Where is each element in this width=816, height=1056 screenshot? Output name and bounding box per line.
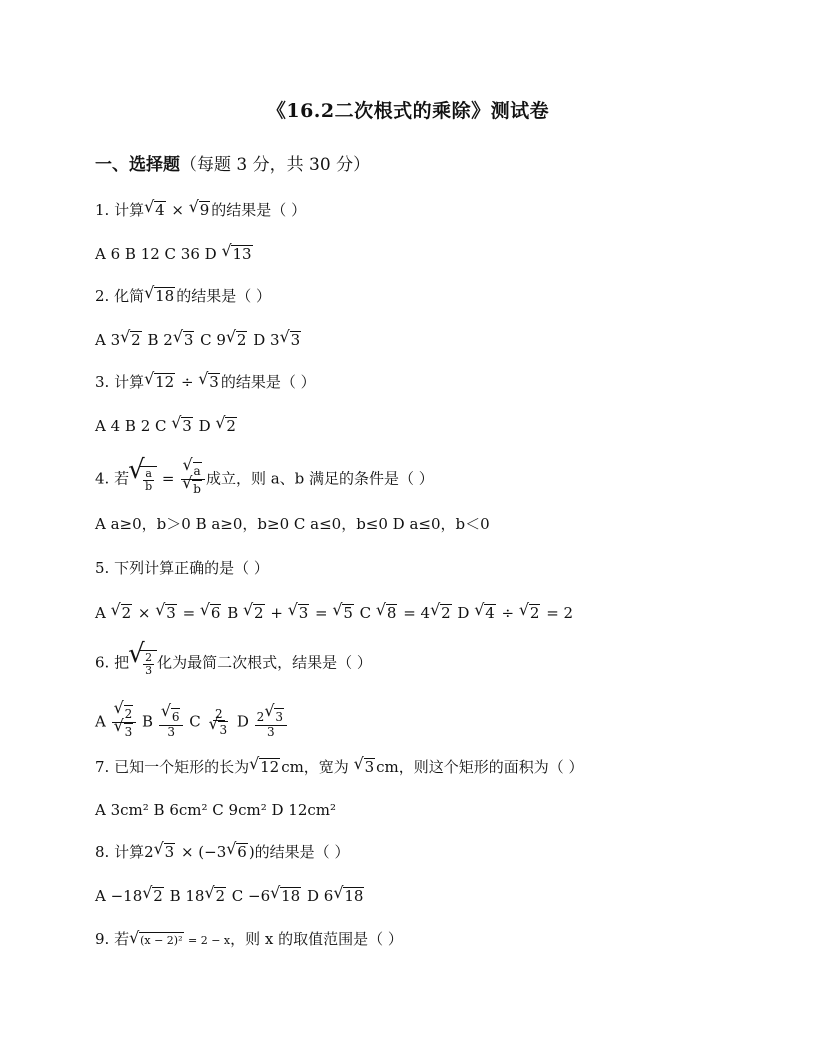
section-heading — [95, 150, 370, 175]
question-4: 4. 若 √ $\frac{a}{b}$ = √ a √ b 成立，则 a、b 满足的条件是（ ） — [95, 462, 434, 497]
question-stem: 3. 计算 — [95, 373, 145, 391]
section-title: 一、选择题 — [95, 155, 180, 175]
options-4: A a≥0，b＞0 B a≥0，b≥0 C a≤0，b≤0 D a≤0，b＜0 — [95, 515, 490, 533]
question-stem: 2. 化简 — [95, 287, 145, 305]
question-stem-end: 的结果是（ ） — [211, 201, 307, 219]
question-5: 5. 下列计算正确的是（ ） — [95, 559, 269, 577]
question-stem: 4. 若 — [95, 469, 130, 488]
question-stem: 6. 把 — [95, 653, 130, 672]
options-2: A 3√ 2 B 2√ 3 C 9√ 2 D 3√ 3 — [95, 330, 302, 350]
question-9: 9. 若√ (x − 2)² = 2 − x，则 x 的取值范围是（ ） — [95, 929, 403, 951]
page-title: 《16.2二次根式的乘除》测试卷 — [266, 100, 550, 122]
question-expression: √ 4 × √ 9 — [144, 201, 211, 219]
question-stem: 8. 计算 — [95, 843, 145, 861]
options-8: A −18√ 2 B 18√ 2 C −6√ 18 D 6√ 18 — [95, 886, 365, 906]
options-5: A √ 2 × √ 3 = √ 6 B √ 2 + √ 3 = √ 5 C √ 8 = 4√ 2 D √ 4 ÷ √ 2 = 2 — [95, 603, 573, 623]
question-8: 8. 计算2√ 3 × (−3√ 6 )的结果是（ ） — [95, 842, 349, 862]
question-stem-end: ，则 x 的取值范围是（ ） — [230, 930, 403, 948]
options-7: A 3cm² B 6cm² C 9cm² D 12cm² — [95, 801, 337, 819]
question-stem-end: 成立，则 a、b 满足的条件是（ ） — [205, 469, 434, 488]
question-6: 6. 把 √ $\frac{2}{3}$ 化为最简二次根式，结果是（ ） — [95, 650, 372, 677]
question-stem: 9. 若 — [95, 930, 130, 948]
question-1 — [95, 200, 306, 220]
question-stem: 7. 已知一个矩形的长为 — [95, 758, 250, 776]
question-stem-end: 化为最简二次根式，结果是（ ） — [157, 653, 372, 672]
section-note: （每题 3 分，共 30 分） — [180, 155, 371, 175]
question-stem-end: 的结果是（ ） — [220, 373, 316, 391]
question-stem-end: 的结果是（ ） — [176, 287, 271, 305]
question-stem: 1. 计算 — [95, 201, 145, 219]
options-3: A 4 B 2 C √ 3 D √ 2 — [95, 416, 238, 436]
question-7: 7. 已知一个矩形的长为√ 12 cm，宽为 √ 3 cm，则这个矩形的面积为（ ） — [95, 757, 584, 777]
options-6: A √ 2 √ 3 B √ $\frac{6}{3}$ C 2 √ 3 D $\frac{2√ 3}{3}$ — [95, 705, 288, 740]
options-1: A 6 B 12 C 36 D √ 13 — [95, 244, 254, 264]
question-2: 2. 化简√ 18 的结果是（ ） — [95, 286, 271, 306]
question-stem-end: 的结果是（ ） — [254, 843, 350, 861]
question-3: 3. 计算√ 12 ÷ √ 3 的结果是（ ） — [95, 372, 316, 392]
